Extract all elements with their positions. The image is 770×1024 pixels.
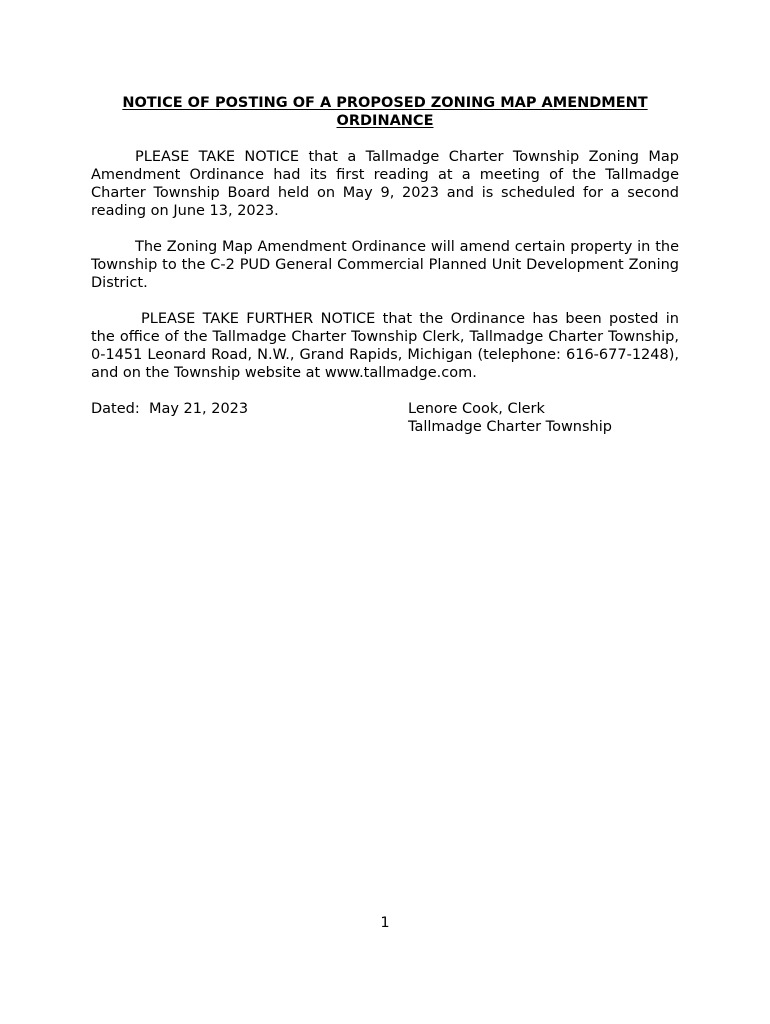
dated-label: Dated: bbox=[91, 401, 140, 417]
notice-paragraph-posting: PLEASE TAKE FURTHER NOTICE that the Ordinance has been posted in the office of the Tallmadge Charter Township Clerk, Tallmadge Charter Township, 0-1451 Leonard Road, N.W., Grand Rapids, Michigan (telephone: 616-677-1248), and on the Township website at www.tallmadge.com. bbox=[91, 311, 679, 381]
page-number: 1 bbox=[380, 915, 390, 931]
notice-paragraph-first-reading: PLEASE TAKE NOTICE that a Tallmadge Charter Township Zoning Map Amendment Ordinance had its first reading at a meeting of the Tallmadge Charter Township Board held on May 9, 2023 and is scheduled for a second reading on June 13, 2023. bbox=[91, 149, 679, 219]
dated-value: May 21, 2023 bbox=[148, 401, 249, 417]
signature-block bbox=[408, 400, 612, 436]
notice-title: NOTICE OF POSTING OF A PROPOSED ZONING MAP AMENDMENT ORDINANCE bbox=[122, 95, 648, 129]
signer-name: Lenore Cook, Clerk bbox=[408, 401, 545, 417]
dated-line bbox=[91, 400, 248, 418]
signer-organization: Tallmadge Charter Township bbox=[408, 419, 612, 435]
notice-paragraph-amendment: The Zoning Map Amendment Ordinance will amend certain property in the Township to the C-2 PUD General Commercial Planned Unit Development Zoning District. bbox=[91, 239, 679, 291]
